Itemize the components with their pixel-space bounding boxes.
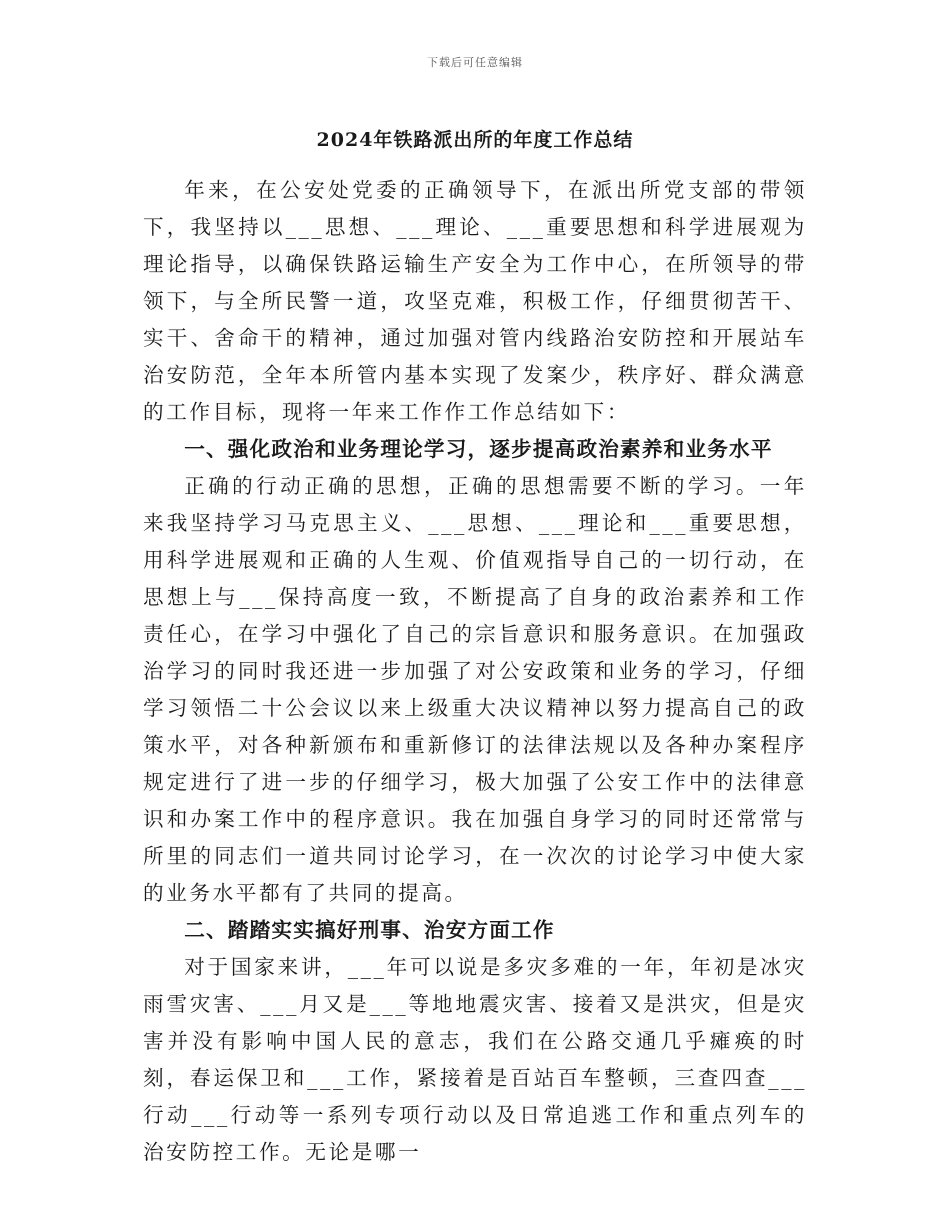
section-heading-1: 一、强化政治和业务理论学习，逐步提高政治素养和业务水平: [184, 437, 773, 461]
intro-paragraph: 年来，在公安处党委的正确领导下，在派出所党支部的带领下，我坚持以___思想、___理论、___重要思想和科学进展观为理论指导，以确保铁路运输生产安全为工作中心，在所领导的带领下，与全所民警一道，攻坚克难，积极工作，仔细贯彻苦干、实干、舍命干的精神，通过加强对管内线路治安防控和开展站车治安防范，全年本所管内基本实现了发案少，秩序好、群众满意的工作目标，现将一年来工作作工作总结如下：: [143, 178, 807, 424]
document-body: [143, 172, 807, 1171]
document-title: 2024年铁路派出所的年度工作总结: [316, 129, 634, 151]
section-1-paragraph: 正确的行动正确的思想，正确的思想需要不断的学习。一年来我坚持学习马克思主义、___思想、___理论和___重要思想，用科学进展观和正确的人生观、价值观指导自己的一切行动，在思想上与___保持高度一致，不断提高了自身的政治素养和工作责任心，在学习中强化了自己的宗旨意识和服务意识。在加强政治学习的同时我还进一步加强了对公安政策和业务的学习，仔细学习领悟二十公会议以来上级重大决议精神以努力提高自己的政策水平，对各种新颁布和重新修订的法律法规以及各种办案程序规定进行了进一步的仔细学习，极大加强了公安工作中的法律意识和办案工作中的程序意识。我在加强自身学习的同时还常常与所里的同志们一道共同讨论学习，在一次次的讨论学习中使大家的业务水平都有了共同的提高。: [143, 474, 807, 905]
section-2-paragraph: 对于国家来讲，___年可以说是多灾多难的一年，年初是冰灾雨雪灾害、___月又是___等地地震灾害、接着又是洪灾，但是灾害并没有影响中国人民的意志，我们在公路交通几乎瘫痪的时刻，春运保卫和___工作，紧接着是百站百车整顿，三查四查___行动___行动等一系列专项行动以及日常追逃工作和重点列车的治安防控工作。无论是哪一: [143, 955, 807, 1164]
header-note: 下载后可任意编辑: [427, 56, 523, 69]
section-heading-2: 二、踏踏实实搞好刑事、治安方面工作: [184, 918, 555, 942]
